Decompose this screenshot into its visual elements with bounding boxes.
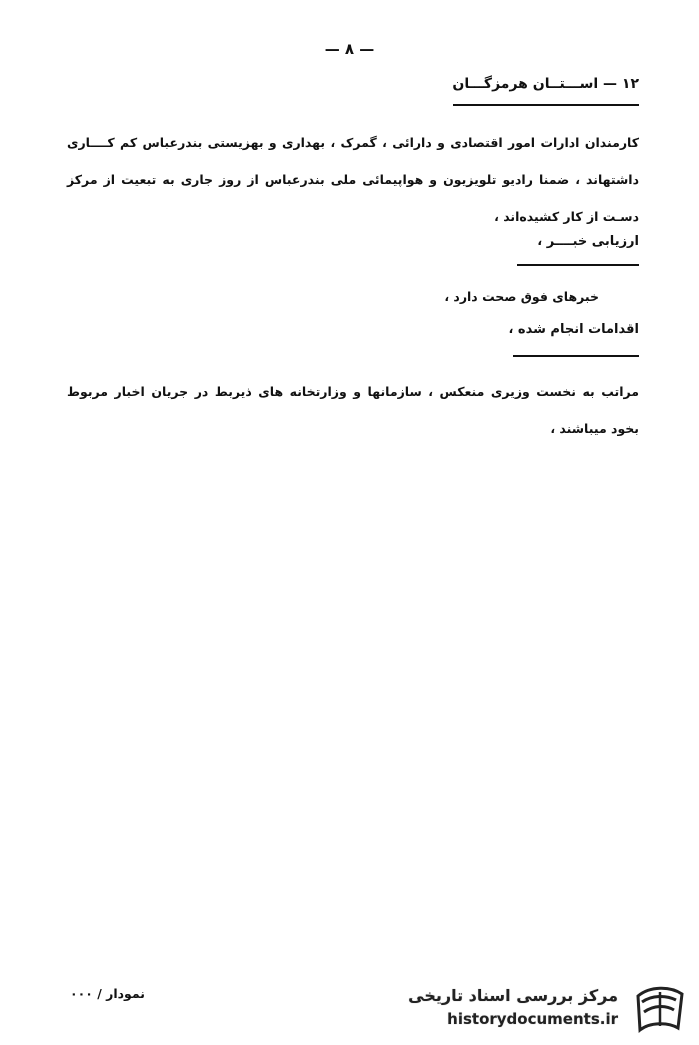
section-heading: ۱۲ — اســـتــان هرمزگـــان — [452, 76, 639, 92]
assessment-text: خبرهای فوق صحت دارد ، — [444, 289, 599, 304]
actions-paragraph: مراتب به نخست وزیری منعکس ، سازمانها و وزارتخانه های ذیربط در جریان اخبار مربوط بخود میباشند ، — [67, 384, 639, 436]
section-heading-underline — [453, 104, 639, 106]
assessment-heading-underline — [517, 264, 639, 266]
page-number: — ۸ — — [324, 40, 375, 58]
watermark-title: مرکز بررسی اسناد تاریخی — [408, 986, 618, 1005]
report-paragraph: کارمندان ادارات امور اقتصادی و دارائی ، گمرک ، بهداری و بهزیستی بندرعباس کم کــــاری داشتهاند ، ضمنا رادیو تلویزیون و هواپیمائی ملی بندرعباس از روز جاری به تبعیت از مرکز دسـت از کار کشیده‌اند ، — [67, 135, 639, 224]
assessment-heading: ارزیابی خبــــر ، — [537, 234, 639, 249]
watermark-site: historydocuments.ir — [447, 1010, 618, 1028]
book-logo-icon — [630, 982, 688, 1036]
actions-heading-underline — [513, 355, 639, 357]
form-code: نمودار / ۰۰۰ — [70, 986, 145, 1001]
watermark — [410, 980, 688, 1038]
actions-heading: اقدامات انجام شده ، — [508, 322, 639, 337]
